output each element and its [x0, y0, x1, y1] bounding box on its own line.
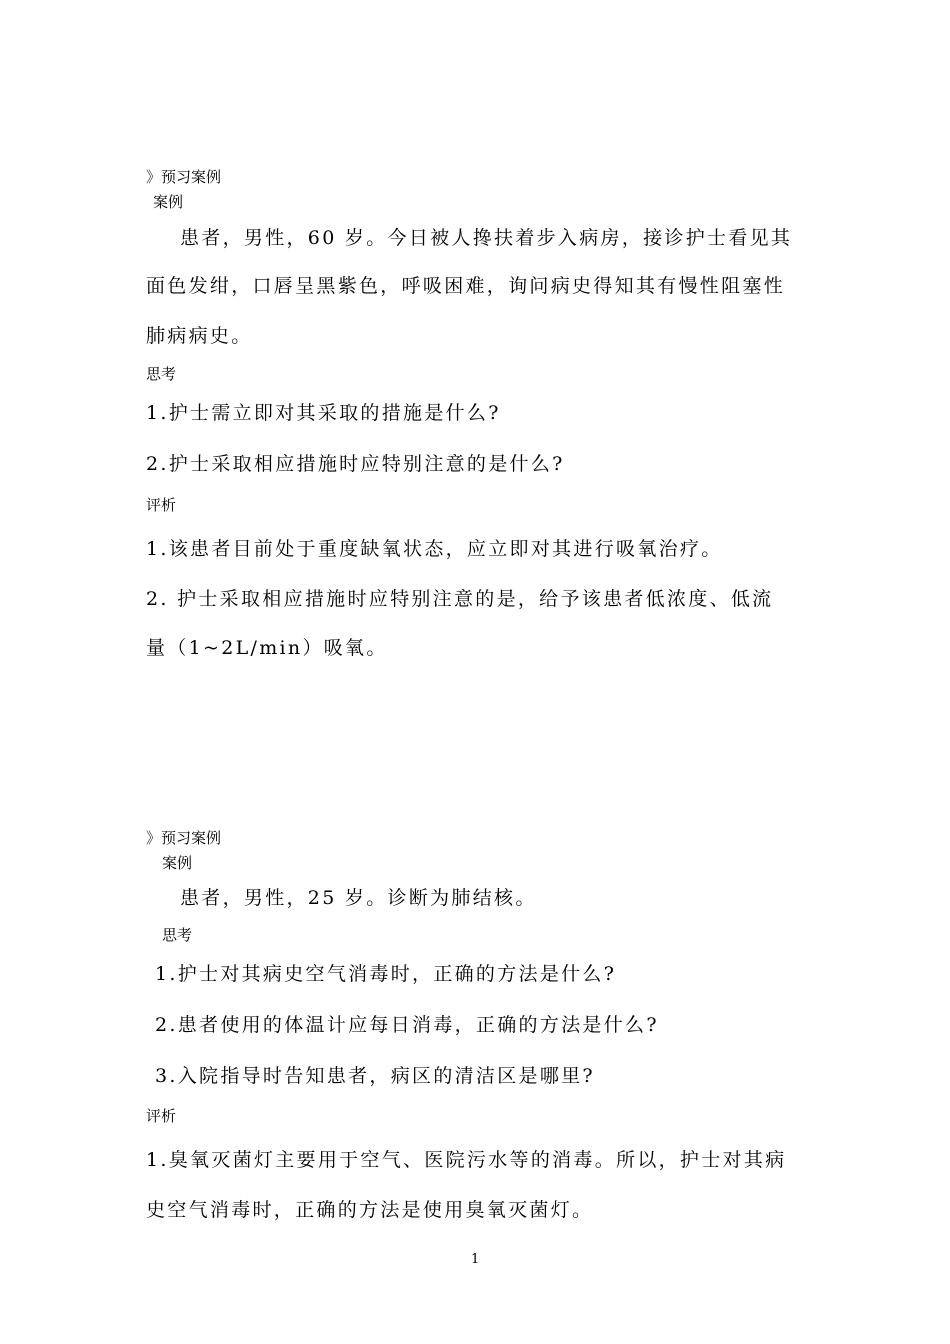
section2-case-label: 案例 — [162, 854, 193, 872]
section1-case-line-1: 患者，男性，60 岁。今日被人搀扶着步入病房，接诊护士看见其 — [180, 227, 793, 249]
section1-question-1: 1.护士需立即对其采取的措施是什么? — [146, 402, 501, 424]
section1-case-line-3: 肺病病史。 — [146, 325, 253, 347]
section2-question-1: 1.护士对其病史空气消毒时，正确的方法是什么? — [155, 963, 617, 985]
section1-answer-2: 2. 护士采取相应措施时应特别注意的是，给予该患者低浓度、低流 — [146, 588, 774, 610]
section2-heading: 》预习案例 — [146, 829, 222, 847]
section1-case-label: 案例 — [153, 193, 184, 211]
section1-heading: 》预习案例 — [146, 168, 222, 186]
section2-answer-1: 1.臭氧灭菌灯主要用于空气、医院污水等的消毒。所以，护士对其病 — [146, 1149, 787, 1171]
section1-question-2: 2.护士采取相应措施时应特别注意的是什么? — [146, 453, 565, 475]
section2-question-2: 2.患者使用的体温计应每日消毒，正确的方法是什么? — [155, 1014, 659, 1036]
section1-analysis-label: 评析 — [146, 496, 177, 514]
section2-analysis-label: 评析 — [146, 1107, 177, 1125]
section1-answer-3: 量（1~2L/min）吸氧。 — [146, 637, 388, 659]
section1-think-label: 思考 — [146, 365, 177, 383]
section1-answer-1: 1.该患者目前处于重度缺氧状态，应立即对其进行吸氧治疗。 — [146, 538, 723, 560]
section2-case-text: 患者，男性，25 岁。诊断为肺结核。 — [180, 887, 537, 909]
page-number: 1 — [471, 1252, 480, 1267]
section1-case-line-2: 面色发绀，口唇呈黑紫色，呼吸困难，询问病史得知其有慢性阻塞性 — [146, 275, 786, 297]
section2-question-3: 3.入院指导时告知患者，病区的清洁区是哪里? — [155, 1065, 595, 1087]
section2-answer-2: 史空气消毒时，正确的方法是使用臭氧灭菌灯。 — [146, 1199, 594, 1221]
section2-think-label: 思考 — [162, 926, 193, 944]
